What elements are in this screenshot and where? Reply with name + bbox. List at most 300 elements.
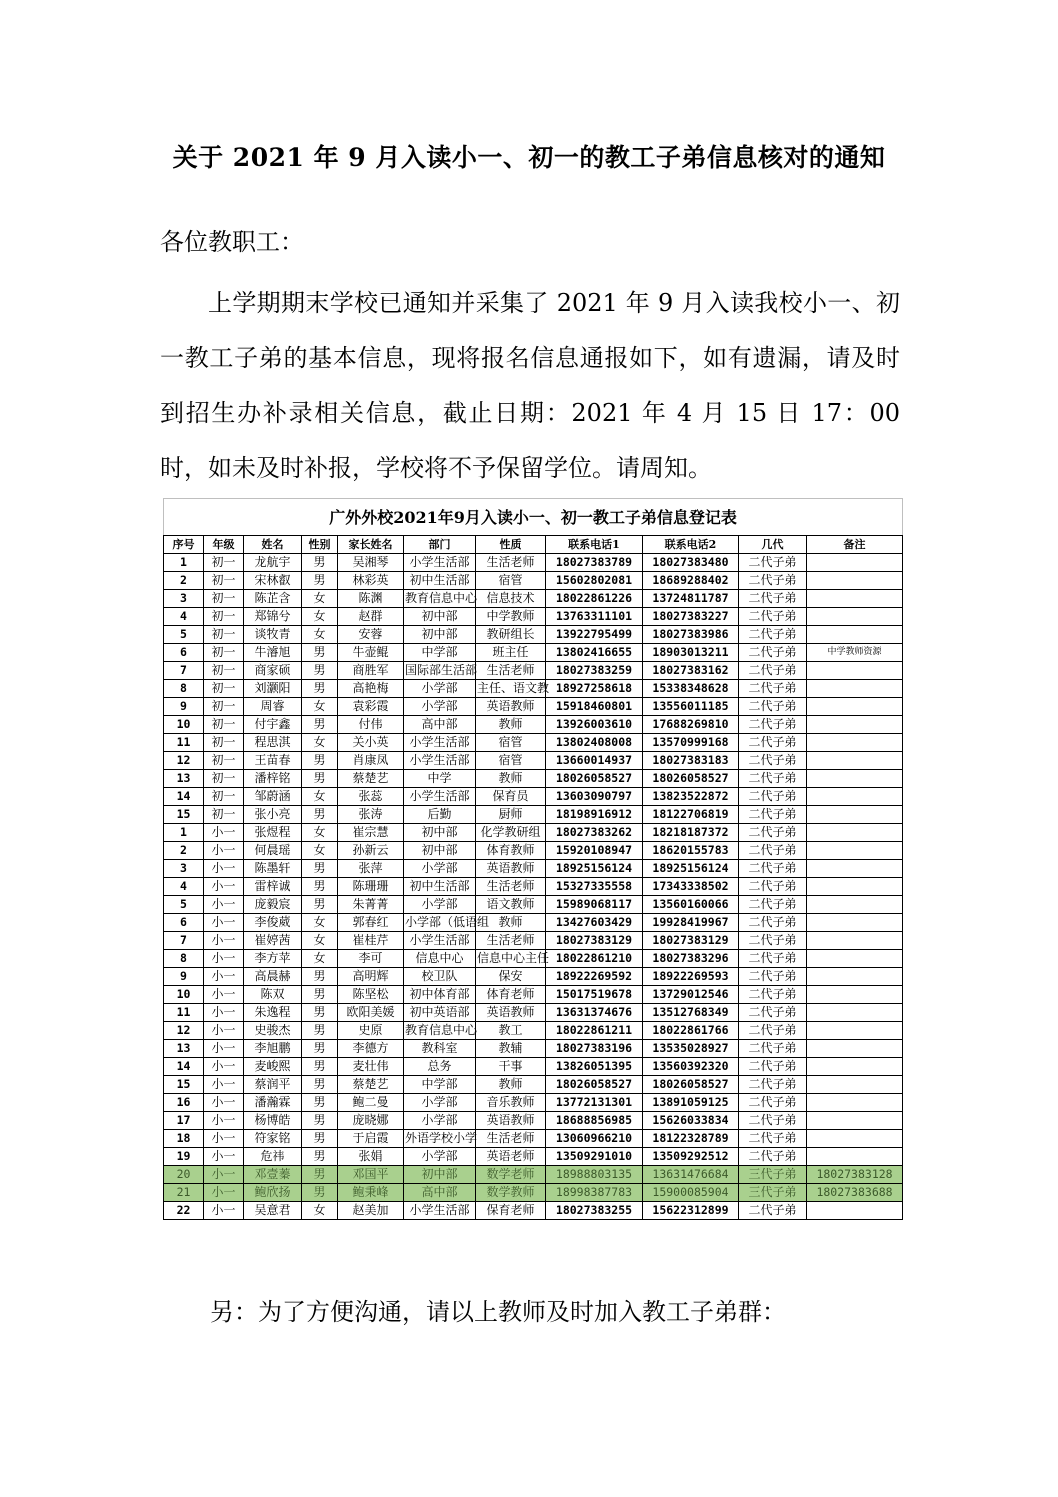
table-cell: 中学教师: [476, 608, 546, 626]
table-cell: [807, 680, 903, 698]
table-cell: 17688269810: [643, 716, 739, 734]
column-header: 家长姓名: [338, 536, 404, 554]
table-cell: 18198916912: [546, 806, 643, 824]
table-cell: 赵群: [338, 608, 404, 626]
table-cell: [807, 860, 903, 878]
table-cell: 男: [302, 986, 338, 1004]
table-cell: 张涛: [338, 806, 404, 824]
table-cell: 14: [164, 1058, 204, 1076]
table-cell: 陈坚松: [338, 986, 404, 1004]
table-cell: 二代子弟: [739, 554, 807, 572]
table-cell: 11: [164, 1004, 204, 1022]
table-cell: 厨师: [476, 806, 546, 824]
table-cell: 18022861211: [546, 1022, 643, 1040]
table-cell: 邓壹蓁: [244, 1166, 302, 1184]
table-row: [164, 716, 903, 734]
table-cell: 二代子弟: [739, 752, 807, 770]
table-cell: 体育老师: [476, 986, 546, 1004]
table-cell: 初中生活部: [404, 572, 476, 590]
table-cell: 初一: [204, 572, 244, 590]
table-cell: 潘瀚霖: [244, 1094, 302, 1112]
table-cell: [807, 1058, 903, 1076]
table-cell: 18218187372: [643, 824, 739, 842]
table-cell: 二代子弟: [739, 1130, 807, 1148]
table-row: [164, 608, 903, 626]
table-cell: 男: [302, 878, 338, 896]
table-cell: 总务: [404, 1058, 476, 1076]
table-cell: 18026058527: [546, 1076, 643, 1094]
table-cell: 高中部: [404, 1184, 476, 1202]
table-cell: 李可: [338, 950, 404, 968]
table-cell: 18903013211: [643, 644, 739, 662]
table-cell: 高中部: [404, 716, 476, 734]
table-cell: [807, 1076, 903, 1094]
registration-table-wrap: [163, 498, 902, 1220]
table-cell: 教科室: [404, 1040, 476, 1058]
table-cell: 18027383259: [546, 662, 643, 680]
table-cell: 张煜程: [244, 824, 302, 842]
table-cell: 欧阳美媛: [338, 1004, 404, 1022]
table-row: [164, 1130, 903, 1148]
table-cell: 20: [164, 1166, 204, 1184]
table-cell: 崔婷茜: [244, 932, 302, 950]
table-cell: 13556011185: [643, 698, 739, 716]
table-cell: 二代子弟: [739, 1112, 807, 1130]
table-cell: 王苗春: [244, 752, 302, 770]
table-cell: 18988803135: [546, 1166, 643, 1184]
table-cell: 18027383296: [643, 950, 739, 968]
table-cell: 13724811787: [643, 590, 739, 608]
table-cell: 初一: [204, 662, 244, 680]
table-cell: 杨博皓: [244, 1112, 302, 1130]
table-cell: 13772131301: [546, 1094, 643, 1112]
column-header: 联系电话2: [643, 536, 739, 554]
table-cell: 13763311101: [546, 608, 643, 626]
table-cell: 13631374676: [546, 1004, 643, 1022]
table-cell: 13729012546: [643, 986, 739, 1004]
table-cell: 吴意君: [244, 1202, 302, 1220]
table-cell: 教研组长: [476, 626, 546, 644]
table-cell: 18689288402: [643, 572, 739, 590]
table-cell: 鲍欣扬: [244, 1184, 302, 1202]
table-cell: 18922269592: [546, 968, 643, 986]
table-cell: 初中部: [404, 626, 476, 644]
table-title: 广外外校2021年9月入读小一、初一教工子弟信息登记表: [164, 499, 903, 536]
table-cell: [807, 986, 903, 1004]
table-cell: 李俊葳: [244, 914, 302, 932]
table-cell: [807, 968, 903, 986]
table-cell: 教师: [476, 716, 546, 734]
table-cell: 教师: [476, 1076, 546, 1094]
table-cell: 张蕊: [338, 788, 404, 806]
table-cell: 1: [164, 554, 204, 572]
table-cell: 小一: [204, 986, 244, 1004]
table-cell: [807, 1022, 903, 1040]
table-cell: 初中部: [404, 1166, 476, 1184]
table-cell: 陈珊珊: [338, 878, 404, 896]
footer-note: 另：为了方便沟通，请以上教师及时加入教工子弟群：: [210, 1298, 786, 1326]
table-cell: 符家铭: [244, 1130, 302, 1148]
table-cell: 商家硕: [244, 662, 302, 680]
table-cell: 小学生活部: [404, 752, 476, 770]
table-cell: 生活老师: [476, 554, 546, 572]
table-cell: [807, 752, 903, 770]
table-cell: 女: [302, 788, 338, 806]
table-cell: 二代子弟: [739, 1148, 807, 1166]
table-cell: 15: [164, 1076, 204, 1094]
table-cell: [807, 770, 903, 788]
table-cell: 校卫队: [404, 968, 476, 986]
table-cell: 初一: [204, 680, 244, 698]
column-header: 年级: [204, 536, 244, 554]
table-cell: 教育信息中心: [404, 590, 476, 608]
table-cell: 13512768349: [643, 1004, 739, 1022]
registration-table: [163, 498, 903, 1220]
table-cell: 7: [164, 932, 204, 950]
table-cell: 付宇鑫: [244, 716, 302, 734]
table-cell: 二代子弟: [739, 932, 807, 950]
table-cell: 高艳梅: [338, 680, 404, 698]
table-cell: 女: [302, 914, 338, 932]
table-cell: 数学教师: [476, 1184, 546, 1202]
table-cell: 二代子弟: [739, 680, 807, 698]
table-cell: 18688856985: [546, 1112, 643, 1130]
column-header: 备注: [807, 536, 903, 554]
table-cell: 小一: [204, 914, 244, 932]
table-cell: 初一: [204, 644, 244, 662]
column-header: 性质: [476, 536, 546, 554]
table-cell: 二代子弟: [739, 644, 807, 662]
table-cell: 肖康凤: [338, 752, 404, 770]
table-cell: 史原: [338, 1022, 404, 1040]
table-row: [164, 896, 903, 914]
table-cell: 教师: [476, 770, 546, 788]
table-cell: 15017519678: [546, 986, 643, 1004]
table-cell: 18026058527: [643, 1076, 739, 1094]
table-cell: 10: [164, 986, 204, 1004]
table-cell: 女: [302, 824, 338, 842]
table-cell: 宋林叡: [244, 572, 302, 590]
table-cell: 18026058527: [643, 770, 739, 788]
table-cell: 14: [164, 788, 204, 806]
table-cell: [807, 608, 903, 626]
table-cell: [807, 572, 903, 590]
table-cell: 后勤: [404, 806, 476, 824]
table-cell: 4: [164, 878, 204, 896]
table-cell: 郑锦兮: [244, 608, 302, 626]
table-cell: 男: [302, 1130, 338, 1148]
table-cell: 13823522872: [643, 788, 739, 806]
table-cell: [807, 806, 903, 824]
table-cell: 二代子弟: [739, 1004, 807, 1022]
table-cell: 雷梓诚: [244, 878, 302, 896]
table-cell: 初中部: [404, 824, 476, 842]
table-cell: 13535028927: [643, 1040, 739, 1058]
table-cell: 初一: [204, 770, 244, 788]
table-cell: 鲍秉峰: [338, 1184, 404, 1202]
table-cell: 19: [164, 1148, 204, 1166]
table-cell: 男: [302, 554, 338, 572]
table-cell: 宿管: [476, 734, 546, 752]
table-cell: 初一: [204, 806, 244, 824]
table-cell: 中学教师资源: [807, 644, 903, 662]
table-cell: 小一: [204, 842, 244, 860]
table-cell: [807, 698, 903, 716]
table-cell: 13631476684: [643, 1166, 739, 1184]
table-cell: 15: [164, 806, 204, 824]
table-cell: 18027383128: [807, 1166, 903, 1184]
table-cell: 4: [164, 608, 204, 626]
table-cell: 蔡楚艺: [338, 1076, 404, 1094]
table-cell: 李德方: [338, 1040, 404, 1058]
table-cell: 二代子弟: [739, 572, 807, 590]
table-cell: 李旭鹏: [244, 1040, 302, 1058]
table-cell: 18027383986: [643, 626, 739, 644]
table-cell: 12: [164, 752, 204, 770]
table-cell: 男: [302, 968, 338, 986]
table-cell: 13660014937: [546, 752, 643, 770]
table-cell: 女: [302, 608, 338, 626]
table-cell: 关小英: [338, 734, 404, 752]
table-cell: 13427603429: [546, 914, 643, 932]
table-cell: 小学部: [404, 1148, 476, 1166]
table-cell: 二代子弟: [739, 824, 807, 842]
table-cell: 15602802081: [546, 572, 643, 590]
table-cell: 刘灏阳: [244, 680, 302, 698]
table-cell: 安蓉: [338, 626, 404, 644]
table-cell: 18026058527: [546, 770, 643, 788]
table-cell: 教辅: [476, 1040, 546, 1058]
table-cell: 张萍: [338, 860, 404, 878]
table-cell: 男: [302, 1058, 338, 1076]
table-cell: 小学生活部: [404, 554, 476, 572]
table-cell: 18027383789: [546, 554, 643, 572]
table-cell: 语文教师: [476, 896, 546, 914]
table-cell: 小学生活部: [404, 788, 476, 806]
table-cell: 18027383255: [546, 1202, 643, 1220]
table-row: [164, 1022, 903, 1040]
table-cell: [807, 878, 903, 896]
table-cell: 13603090797: [546, 788, 643, 806]
table-cell: 二代子弟: [739, 1040, 807, 1058]
table-cell: 二代子弟: [739, 590, 807, 608]
table-cell: 小一: [204, 968, 244, 986]
table-cell: 保安: [476, 968, 546, 986]
table-cell: 女: [302, 1202, 338, 1220]
table-cell: 18027383480: [643, 554, 739, 572]
table-cell: 18: [164, 1130, 204, 1148]
table-cell: 小一: [204, 1166, 244, 1184]
table-cell: 陈渊: [338, 590, 404, 608]
table-cell: 二代子弟: [739, 860, 807, 878]
table-cell: 18027383196: [546, 1040, 643, 1058]
table-cell: 鲍二曼: [338, 1094, 404, 1112]
table-cell: 小一: [204, 950, 244, 968]
table-cell: 保育员: [476, 788, 546, 806]
table-cell: 18027383183: [643, 752, 739, 770]
table-cell: 信息技术: [476, 590, 546, 608]
table-cell: 女: [302, 626, 338, 644]
table-cell: 庞毅宸: [244, 896, 302, 914]
table-cell: 6: [164, 644, 204, 662]
table-cell: 18027383129: [546, 932, 643, 950]
table-cell: 教育信息中心: [404, 1022, 476, 1040]
table-cell: 化学教研组: [476, 824, 546, 842]
table-row: [164, 698, 903, 716]
table-cell: 小一: [204, 1130, 244, 1148]
table-cell: 初一: [204, 716, 244, 734]
table-cell: 13926003610: [546, 716, 643, 734]
table-cell: 18620155783: [643, 842, 739, 860]
table-row: [164, 1004, 903, 1022]
table-cell: 中学部: [404, 644, 476, 662]
table-cell: 潘梓铭: [244, 770, 302, 788]
table-cell: 小一: [204, 1004, 244, 1022]
table-cell: [807, 1004, 903, 1022]
table-cell: 女: [302, 950, 338, 968]
table-cell: 英语教师: [476, 698, 546, 716]
table-cell: 付伟: [338, 716, 404, 734]
table-cell: 牛壶鲲: [338, 644, 404, 662]
table-cell: 二代子弟: [739, 770, 807, 788]
table-row: [164, 554, 903, 572]
column-header: 姓名: [244, 536, 302, 554]
table-cell: 13509292512: [643, 1148, 739, 1166]
table-cell: 13560160066: [643, 896, 739, 914]
table-cell: 1: [164, 824, 204, 842]
table-cell: 男: [302, 1040, 338, 1058]
table-cell: 15626033834: [643, 1112, 739, 1130]
table-row: [164, 644, 903, 662]
table-cell: 朱菁菁: [338, 896, 404, 914]
table-cell: 保育老师: [476, 1202, 546, 1220]
table-cell: 二代子弟: [739, 698, 807, 716]
table-body: [164, 554, 903, 1220]
table-cell: 国际部生活部: [404, 662, 476, 680]
table-cell: 16: [164, 1094, 204, 1112]
table-cell: 商胜军: [338, 662, 404, 680]
table-cell: 蔡润平: [244, 1076, 302, 1094]
table-cell: 男: [302, 1148, 338, 1166]
table-cell: 3: [164, 590, 204, 608]
table-cell: 宿管: [476, 572, 546, 590]
column-header: 性别: [302, 536, 338, 554]
table-cell: 小一: [204, 1040, 244, 1058]
table-cell: 18022861226: [546, 590, 643, 608]
table-cell: 13570999168: [643, 734, 739, 752]
table-cell: 蔡楚艺: [338, 770, 404, 788]
table-cell: 初中生活部: [404, 878, 476, 896]
table-cell: 18022861766: [643, 1022, 739, 1040]
table-row: [164, 1040, 903, 1058]
table-cell: 18027383129: [643, 932, 739, 950]
table-row: [164, 572, 903, 590]
table-cell: 19928419967: [643, 914, 739, 932]
column-header: 联系电话1: [546, 536, 643, 554]
table-cell: 陈双: [244, 986, 302, 1004]
table-cell: 13891059125: [643, 1094, 739, 1112]
table-row: [164, 1112, 903, 1130]
table-cell: 小学生活部: [404, 734, 476, 752]
table-cell: 小学生活部: [404, 932, 476, 950]
table-cell: 初中体育部: [404, 986, 476, 1004]
table-cell: 男: [302, 1166, 338, 1184]
table-cell: 2: [164, 842, 204, 860]
table-cell: [807, 788, 903, 806]
table-cell: 18927258618: [546, 680, 643, 698]
table-cell: 男: [302, 806, 338, 824]
table-cell: 小一: [204, 1202, 244, 1220]
table-cell: 二代子弟: [739, 716, 807, 734]
column-header: 几代: [739, 536, 807, 554]
table-row: [164, 626, 903, 644]
table-cell: 二代子弟: [739, 608, 807, 626]
table-cell: 庞晓娜: [338, 1112, 404, 1130]
table-cell: 女: [302, 932, 338, 950]
table-cell: 小学部: [404, 896, 476, 914]
column-header: 部门: [404, 536, 476, 554]
table-cell: 13: [164, 770, 204, 788]
table-row: [164, 1166, 903, 1184]
table-cell: 8: [164, 950, 204, 968]
table-cell: 小一: [204, 1184, 244, 1202]
table-cell: 18027383688: [807, 1184, 903, 1202]
table-cell: 二代子弟: [739, 1058, 807, 1076]
table-cell: 高晨赫: [244, 968, 302, 986]
table-row: [164, 914, 903, 932]
table-cell: 2: [164, 572, 204, 590]
table-cell: 女: [302, 734, 338, 752]
table-row: [164, 770, 903, 788]
table-cell: 初一: [204, 626, 244, 644]
table-cell: 男: [302, 680, 338, 698]
table-cell: 15327335558: [546, 878, 643, 896]
table-cell: 英语老师: [476, 1148, 546, 1166]
table-cell: 小一: [204, 1076, 244, 1094]
table-cell: 初一: [204, 608, 244, 626]
table-row: [164, 1094, 903, 1112]
table-cell: [807, 1202, 903, 1220]
table-cell: 生活老师: [476, 932, 546, 950]
table-cell: 5: [164, 626, 204, 644]
table-cell: 11: [164, 734, 204, 752]
table-cell: 龙航宇: [244, 554, 302, 572]
table-cell: 小学部（低语组: [404, 914, 476, 932]
table-cell: 周睿: [244, 698, 302, 716]
table-cell: 男: [302, 860, 338, 878]
table-row: [164, 842, 903, 860]
table-cell: 10: [164, 716, 204, 734]
table-cell: 9: [164, 968, 204, 986]
table-cell: 小一: [204, 1058, 244, 1076]
table-cell: 18027383227: [643, 608, 739, 626]
table-cell: 邓国平: [338, 1166, 404, 1184]
table-cell: 初一: [204, 752, 244, 770]
table-cell: 6: [164, 914, 204, 932]
table-cell: 英语教师: [476, 860, 546, 878]
table-cell: 崔桂芹: [338, 932, 404, 950]
table-cell: 数学老师: [476, 1166, 546, 1184]
table-row: [164, 1076, 903, 1094]
table-cell: 袁彩霞: [338, 698, 404, 716]
table-cell: 史骏杰: [244, 1022, 302, 1040]
table-cell: 男: [302, 644, 338, 662]
table-cell: 小一: [204, 932, 244, 950]
table-cell: 初一: [204, 788, 244, 806]
table-cell: 15918460801: [546, 698, 643, 716]
table-cell: 二代子弟: [739, 662, 807, 680]
table-cell: 邹蔚涵: [244, 788, 302, 806]
